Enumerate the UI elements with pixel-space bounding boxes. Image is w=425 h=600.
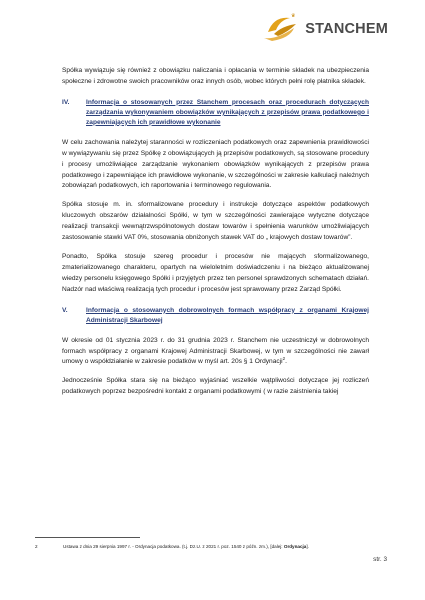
section-v-paragraph-1-text: W okresie od 01 stycznia 2023 r. do 31 grudnia 2023 r. Stanchem nie uczestniczył w dobrowolnych formach współpracy z organami Krajowej Administracji Skarbowej, w tym w szczególności nie zawarł umowy o współdziałanie w zakresie podatków w myśl art. 20s § 1 Ordynacji	[62, 336, 369, 366]
section-v-title: Informacja o stosowanych dobrowolnych formach współpracy z organami Krajowej Administracji Skarbowej	[86, 306, 369, 324]
section-v-number: V.	[62, 306, 68, 314]
section-v-paragraph-2: Jednocześnie Spółka stara się na bieżąco wyjaśniać wszelkie wątpliwości dotyczące jej rozliczeń podatkowych poprzez bezpośredni kontakt z organami podatkowymi ( w razie zaistnienia takiej	[62, 377, 369, 396]
section-v-heading	[62, 306, 369, 326]
footnote-ref: 2	[282, 356, 286, 362]
section-v-paragraph-1	[62, 336, 369, 369]
stanchem-emblem-icon	[260, 10, 302, 44]
section-v-paragraph-1-end: .	[285, 358, 287, 366]
section-iv-paragraph-1: W celu zachowania należytej staranności w rozliczeniach podatkowych oraz zapewnienia prawidłowości w wywiązywaniu się przez Spółkę z obowiązujących ją przepisów podatkowych, są stosowane procedury i procesy umożliwiające zarządzanie wykonaniem obowiązków wynikających z przepisów prawa podatkowego i zapewniające ich prawidłowe wykonanie, w szczególności w zakresie kalkulacji należnych zobowiązań podatkowych, ich raportowania i terminowego regulowania.	[62, 138, 369, 190]
brand-name: STANCHEM	[305, 21, 388, 37]
footnote-text: Ustawa z dnia 29 sierpnia 1997 r. - Ordynacja podatkowa. (t.j. Dz.U. z 2021 r. poz. 1540 z późn. zm.), [dalej:	[63, 544, 284, 549]
stanchem-logo	[260, 10, 388, 44]
footnote-bold: Ordynacja	[283, 544, 307, 549]
document-body	[62, 66, 369, 406]
section-iv-heading	[62, 98, 369, 128]
section-iv-title: Informacja o stosowanych przez Stanchem procesach oraz procedurach dotyczących zarządzania wykonywaniem obowiązków wynikających z przepisów prawa podatkowego i zapewniających ich prawidłowe wykonanie	[86, 98, 369, 126]
svg-text:♛: ♛	[291, 13, 296, 19]
section-iv-paragraph-3: Ponadto, Spółka stosuje szereg procedur i procesów nie mających sformalizowanego, zmaterializowanego charakteru, opartych na wieloletnim doświadczeniu i na bieżąco aktualizowanej wiedzy personelu księgowego Spółki i przyjętych przez ten personel sprawdzonych schematach działań. Nadzór nad właściwą realizacją tych procedur i procesów jest sprawowany przez Zarząd Spółki.	[62, 252, 369, 293]
page-number: str. 3	[373, 556, 387, 563]
footnote-divider	[35, 537, 140, 538]
footnote-number: 2	[35, 544, 38, 549]
footnote-text-wrap	[63, 543, 309, 550]
section-iv-number: IV.	[62, 98, 70, 106]
footnote-end: ].	[306, 544, 309, 549]
section-iv-paragraph-2: Spółka stosuje m. in. sformalizowane procedury i instrukcje dotyczące aspektów podatkowych kluczowych obszarów działalności Spółki, w tym w szczególności zawierające wytyczne dotyczące realizacji transakcji wewnątrzwspólnotowych dostaw towarów i spełnienia warunków umożliwiających zastosowanie stawki VAT 0%, stosowania obniżonych stawek VAT do „ krajowych dostaw towarów”.	[62, 201, 369, 242]
intro-paragraph: Spółka wywiązuje się również z obowiązku naliczania i opłacania w terminie składek na ubezpieczenia społeczne i zdrowotne swoich pracowników oraz innych osób, wobec których pełni rolę płatnika składek.	[62, 67, 369, 85]
footnote	[35, 543, 390, 550]
